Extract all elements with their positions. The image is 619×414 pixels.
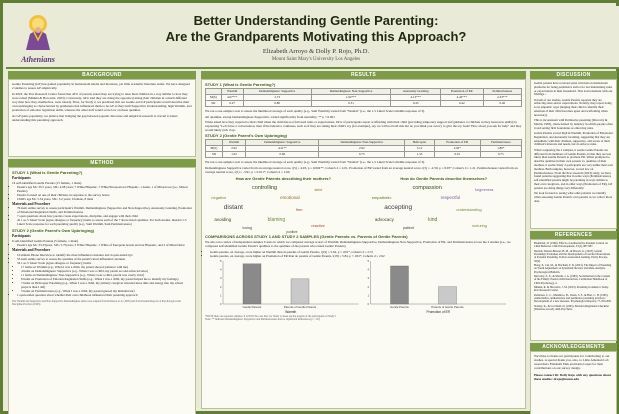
cloud-word: forgiveness — [475, 187, 494, 192]
table-cell: 2.92 — [222, 146, 245, 152]
x-tick-label: Gentle Parents — [390, 304, 409, 309]
header-divider — [6, 67, 619, 69]
authors: Elizabeth Arroyo & Dolly P. Rojo, Ph.D. — [262, 48, 370, 55]
study2-participant-list — [12, 243, 192, 247]
references-list — [534, 242, 613, 312]
results-text: We ran a one-sample t-test to assess the likelihood average of each quality (e.g., Sum Warmth) varied from "Neutral" (i.e., the 1.5 Likert Scale's middle response of 3). — [205, 109, 425, 114]
comparison-chart-svg — [205, 258, 522, 314]
bar — [439, 286, 457, 303]
table-cell: 4.42*** — [441, 95, 484, 101]
study2-materials-label: Materials and Procedure — [12, 248, 51, 253]
reference-item: Hong, P., Cui, M., & Fincham, F. D. (2023). The Impact of Parenting on Youth Adjustment: A Systematic Review and Meta-Analysis. Psychological Bulletin. — [534, 264, 612, 274]
comparison-chart — [205, 258, 522, 315]
category-label: Promotion of ER — [426, 309, 450, 314]
y-tick-label: 0 — [219, 301, 222, 306]
study2-materials-list — [12, 253, 192, 297]
title-line-1: Better Understanding Gentle Parenting: — [193, 13, 439, 28]
cloud1-title: How are Gentle Parents describing their mothers? — [235, 175, 331, 181]
cloud-word: reactive — [311, 223, 325, 228]
background-paragraph: As GP gains popularity, we believe that bridging the gap between popular discourse and empirical research is crucial to better understanding this parenting approach. — [12, 113, 178, 122]
table-header: Demandingness: Supportive — [243, 89, 311, 95]
contact-text: Please contact Dr. Dolly Rojo with any questions about these studies: drojo@msmu.edu — [534, 373, 611, 382]
study2-title: STUDY 2 (Gentle Parent's Own Upbringing) — [12, 228, 94, 234]
table-cell: 1.02 — [222, 152, 245, 158]
table-cell: 2.73 — [243, 95, 311, 101]
reference-item: Baumrind, D. (1966). Effects of Authoritative Parental Control on Child Behavior. Child Development, 37(4), 887-907. — [534, 242, 608, 249]
comparison-text: We also ran a series of independent samples T-tests in which we compared average scores of Warmth, Demandingness-Supportive, Demandingness Non-Supportive, Promotion of ER, and Permissiveness across the 2 studies (i.e., we compared self-identified Gentle Parent's qualities to the qualities of the parents who raised Gentle Parents). — [205, 240, 511, 249]
list-item: • Parent's age M= 33.33years, SD= 5.75years; 3 White Hispanic, 1 White of European decent and not Hispanic, and 2 of Mixed Race — [17, 243, 192, 247]
cloud-word: respectful — [440, 194, 461, 200]
table-cell: 0.45 — [391, 101, 441, 107]
background-section — [8, 79, 196, 157]
logo — [10, 10, 66, 64]
table-cell: 2.02* — [434, 146, 480, 152]
cloud-word: advocacy — [374, 216, 394, 222]
list-item: • 7 items on Helicopter Parenting (e.g., When I was a child, my primary caregiver invested more time and energy into my school projects than I did) — [21, 281, 192, 289]
cloud-word: loving — [242, 225, 252, 230]
table-cell: 1.80* — [480, 146, 521, 152]
cloud-word: punitive — [286, 229, 298, 234]
y-tick-label: 5 — [367, 258, 369, 263]
table-cell: 3.12 — [405, 146, 435, 152]
table-header: Permissiveness — [483, 89, 521, 95]
study1-participants-label: Participants — [12, 176, 31, 181]
table-cell: M(S) — [206, 95, 222, 101]
results-table-1 — [205, 88, 522, 107]
study1-materials-label: Materials and Procedure — [12, 201, 51, 206]
y-tick-label: 2 — [367, 284, 369, 289]
results-text: Demandingness Supportive varied from an average neutral score, t(5) = 4.93, p = 0.004**, Cohen's d = 2.01. Promotion of ER varied from an average neutral score, t(5) = -2.59, p = 0.05*, Cohen's d = 1.21. Permissiveness varied from an average neutral score, t(5) = -3.91, p = 0.011*, Cohen's d = 1.60. — [205, 165, 518, 174]
x-tick-label: Parents of Gentle Parents — [431, 304, 464, 309]
category-label: Warmth — [285, 309, 297, 314]
table-row — [206, 101, 522, 107]
cloud-word: distant — [223, 203, 243, 211]
table-cell: 0.75 — [480, 152, 521, 158]
discussion-paragraph: Gentle parents have received some criticism on mainstream platforms for being permissive and/or for not maintaining rules or expectations in their household. This is inconsistent with our findings... — [534, 81, 613, 97]
cloud-word: firm — [295, 206, 303, 212]
discussion-paragraph: We look forward to seeing what other patterns we identify when assessing Gentle Parent's own parents as we collect more data. — [534, 191, 613, 203]
study1-participants-text: 16 self-identified Gentle Parents (15 female, 1 male) — [12, 180, 82, 185]
references-heading: REFERENCES — [530, 231, 617, 239]
list-item: • Child's age M= 5.54 years, SD= 3.2 years; 9 female, 8 male — [17, 197, 192, 201]
word-cloud-mothers — [205, 176, 362, 232]
table-cell: 0.27 — [221, 101, 243, 107]
table-header: Demandingness: Non-Supportive — [319, 140, 405, 146]
list-item: • Parents focused on one of their children, in response to the survey below — [17, 193, 192, 197]
cloud-word: understanding — [456, 206, 482, 212]
table-cell: 0.31 — [311, 101, 391, 107]
acknowledgements-section — [530, 351, 617, 414]
table-header: Warmth — [222, 140, 245, 146]
list-item: • 34 1-to-5 Likert Scale (agree-disagree or frequency) items — [17, 261, 192, 265]
discussion-paragraph: This is inconsistent with Permissive parenting (Maccoby & Martin, 1983), characterized by leniency in which parents often avoid setting firm boundaries or enforcing rules. — [534, 118, 613, 130]
acknowledgements-heading: ACKNOWLEDGEMENTS — [530, 343, 617, 351]
method-footnote: The Warmth and Supportive and Non-Supportive Demandingness items were adapted from Robinson et al. (1995) and from Parental Reports of Psychological and Discipline Practices (1995). — [12, 299, 181, 306]
table-row — [206, 152, 522, 158]
table-cell: 2.92 — [319, 146, 405, 152]
tukey-note: Note: ** indicates Demandingness: Supportive and Permissiveness had no significant differences (p > .05) — [205, 318, 320, 322]
cloud-word: negative — [211, 194, 227, 200]
background-paragraph: In 2023, the Pew Research Center found that 43% of parents stated they are trying to raise their children in a way similar to how they were raised (Minkin & Horowitz, 2023). Conversely, 44% said they are doing the opposite (raising their children in a much different way than how they, themselves, were raised). Thus, for Study 2, we predicted that our Gentle and GP participants would describe their own upbringing as characterized by gentleness that influenced them to be GP as they built Supportive Understanding, high Warmth, and promotion of emotion regulation skills, whereas the other half would score low on these qualities. — [12, 91, 192, 113]
word-cloud-self — [366, 176, 523, 232]
table-cell: 0.75 — [319, 152, 405, 158]
right-column — [530, 71, 617, 414]
table-cell: 4.67*** — [221, 95, 243, 101]
discussion-paragraph: When comparing the 2 samples, it seems Gentle Parents are different from members of Gentle Parents, in that they are less likely than Gentle Parents to promote ER. When prompted to describe qualities in their own parents vs. qualities of their mothers, it seems Study 2 participants are very unlike their own mothers. Both samples, however, scored low on Permissiveness. From the Pew research (2023) study, we have found patterns suggesting that in some ways (Permissiveness), self-identified parents might be parenting in ways similar to their own caregivers, and in other ways (Promotion of ER), GP parents are doing things very differently. — [534, 147, 613, 190]
references-section — [530, 239, 617, 341]
y-tick-label: 1 — [219, 293, 222, 298]
logo-text: Athenians — [21, 55, 55, 64]
list-item: • 17 items on Warmth (e.g., When I was a child, my parent showed patience with me) — [21, 265, 192, 269]
results-study2-title: STUDY 2 (Gentle Parent's Own Upbringing) — [205, 133, 287, 139]
table-header: Promotion of ER — [441, 89, 484, 95]
x-tick-label: Parents of Gentle Parents — [283, 304, 317, 309]
cloud-word: empathetic — [371, 194, 392, 200]
study1-materials-list — [12, 206, 192, 226]
list-item: • Gentle parents, on average, score higher on Warmth than do parents of Gentle Parents, t(19) = 5.64, p < .001*, Cohen's d = 2.72 — [210, 250, 522, 254]
list-item: • Parent's age M= 35.5 years, SD= 4.08 years; 7 White/Hispanic, 7 White/European not Hispanic, 1 Asian, 1 of Mixed race (i.e., Mixed Parents) — [17, 185, 192, 193]
table-cell: SD — [206, 101, 222, 107]
results-section — [201, 79, 526, 409]
bar — [291, 279, 309, 304]
comparison-title: COMPARISONS ACROSS STUDY 1 AND STUDY 2 SAMPLES (Gentle Parents vs. Parents of Gentle Parents) — [205, 233, 408, 239]
table-cell: 0.91 — [434, 152, 480, 158]
discussion-paragraph: In both of our studies, Gentle Parents reported they are enforcing rules and/or expectations. Notably, they report doing so in empathic ways (helping their child to identify their emotions if their child becomes upset and scaffolding when necessary). — [534, 97, 612, 117]
results-table-2 — [205, 139, 522, 158]
left-column — [8, 71, 196, 414]
table-header: Permissiveness — [480, 140, 521, 146]
chart-note: *NOTE there are separate samples. It is NOT the case that, for Study 2, these are the parents of the participants of Study 1 — [205, 314, 337, 318]
results-text: We ran a one-sample t-test to assess the likelihood average of each quality (e.g., Sum Warmth) varied from "Neutral" (i.e., the 1.5 Likert Scale's middle response of 3). — [205, 160, 425, 165]
reference-item: Stanley, K., & Cecchetti, D. (1995). Emotion Regulation Checklist [Database record]. APA PsycTests. — [534, 304, 609, 312]
y-tick-label: 1 — [367, 293, 369, 298]
cloud-word: controlling — [251, 184, 278, 191]
y-tick-label: 4 — [367, 267, 369, 272]
y-tick-label: 4 — [219, 267, 222, 272]
athena-logo-icon — [10, 10, 66, 56]
list-item: • Gentle parents, on average, score higher on Promotion of ER than do parents of Gentle Parents, t(18) = 5.84, p < .001*, Cohen's d = 2.92 — [210, 254, 522, 258]
list-item: • 8 items on Promotion of Emotion Regulation Skills (e.g., When I was a child, my parent helped me to identify my feelings) — [21, 277, 192, 281]
cloud-word: kind — [428, 216, 438, 223]
reference-item: Maccoby, E. E., & Martin, J. A. (1983). Socialization in the Context of the Family: Parent-Child Interaction. Carmichael Handbook of Child Psychology, 4. — [534, 275, 611, 285]
bar — [243, 264, 261, 304]
affiliation: Mount Saint Mary's University Los Angeles — [271, 57, 361, 62]
background-heading: BACKGROUND — [8, 71, 196, 79]
cloud-word: blaming — [267, 216, 286, 223]
study2-participants-text: 6 self-identified Gentle Parents (5 female, 1 male) — [12, 239, 79, 244]
y-tick-label: 3 — [367, 275, 369, 280]
poster-title — [76, 13, 556, 45]
table-cell: 1.33 — [405, 152, 435, 158]
y-tick-label: 2 — [219, 284, 222, 289]
list-item: • 4 items on Demandingness: Supportive (e.g., When I was a child, my parent set and enforced rules) — [21, 269, 192, 273]
list-item: • 10-minute Phone Interview to identify the most influential caretaker and 4 open-ended Q/s — [17, 253, 192, 257]
cloud-word: strict — [314, 187, 323, 192]
discussion-heading: DISCUSSION — [530, 71, 617, 79]
cloud-word: nurturing — [471, 223, 487, 228]
list-item: • 1 open-ended question about whether their own childhood influenced their parenting approach — [17, 293, 192, 297]
cloud-word: compassion — [412, 184, 442, 191]
table-cell: 2.33*** — [483, 95, 521, 101]
method-section — [8, 167, 196, 414]
study1-participant-list — [12, 185, 192, 201]
cloud-word: accepting — [384, 203, 413, 211]
list-item: • 76-item online survey to assess participant's Warmth, Demandingness (Supportive and Non-Supportive), Autonomy Granting, Promotion of Emotional Regulation Skills, and Permissiveness — [17, 206, 192, 214]
x-tick-label: Gentle Parents — [242, 304, 262, 309]
cloud2-canvas — [366, 182, 523, 232]
table-cell: 0.42 — [441, 101, 484, 107]
results-text: When asked how they respond to their child when the child has not followed rules or expectations, 92% of participants report scaffolding with their child (providing temporary support and guidance to children as they learn new skills) by expressing "Let's have a conversation, then if the behavior continues, such as if they are taking their child's toy (for example), say we will not hold this but do you think you can try to give the toy back? How about you ask for help" and they would likely pick it up. — [205, 120, 522, 133]
results-text: All qualities, except Demandingness-Supportive, varied significantly from neutrality, ** p < 0.001 — [205, 114, 335, 119]
table-cell: 4.21** — [246, 146, 319, 152]
reference-item: Darnell, Warner-Burson, H. M., & Brown, G. (2023). Gentle Parenting's Evolution and the Development of Certain Observations of Parental Parenting. In Post-Generation Gaming, Parity Process, 32(2). — [534, 249, 611, 263]
header — [6, 6, 619, 68]
table-cell: M(S) — [206, 146, 223, 152]
middle-column — [201, 71, 526, 409]
list-item: • 7 open questions about how parents create expectations, discipline, and engage with their child — [17, 214, 192, 218]
list-item: • 5 items on Permissiveness (e.g., When I was a child, my parent ignored my misbehavior) — [21, 289, 192, 293]
bar — [391, 266, 409, 304]
table-header: Demandingness: Supportive — [246, 140, 319, 146]
study2-participants-label: Participants — [12, 234, 31, 239]
table-cell: 4.13*** — [391, 95, 441, 101]
results-study1-title: STUDY 1 (What is Gentle Parenting?) — [205, 82, 276, 87]
discussion-paragraph: Gentle Parents scored high in Warmth, Promotion of Emotional Regulation, and Autonomy Granting, suggesting that they are empathetic with their children, supportive, and aware of their children's interests and needs, but do enforce rules. — [534, 131, 613, 147]
table-header: Autonomy Granting — [391, 89, 441, 95]
cloud-word: patient — [403, 225, 414, 230]
list-item: • 11 items on Demandingness: Non-Supportive (e.g., When I was a child, parent was overly strict) — [21, 273, 192, 277]
list-item: • 42 1-to-5 Likert Scale (agree-disagree or frequency) items to assess each of the 7 above listed qualities. For both studies, internal 1-5 Likert Scale response for each parenting quality (e.g., Sum Warmth, Sum Permissiveness) — [17, 218, 192, 226]
table-cell: 0.80 — [243, 101, 311, 107]
cloud2-title: How do Gentle Parents describe themselves? — [400, 175, 488, 181]
title-line-2: Are the Grandparents Motivating this Approach? — [165, 29, 467, 44]
list-item: • 55-item online survey to assess the qualities of the parent's most influential caretaker — [17, 257, 192, 261]
y-tick-label: 5 — [219, 258, 222, 263]
cloud-word: emotional — [280, 194, 300, 200]
cloud-word: avoiding — [214, 216, 232, 222]
method-heading: METHOD — [8, 159, 196, 167]
background-paragraph: Gentle Parenting (GP) has gained popularity in mainstream media and literature, yet little academic literature exists. We have designed 2 studies to assess GP empirically. — [12, 82, 190, 91]
reference-item: Minkin, R. & Horowitz, J. M. (2023). Parenting in America Today. Pew Research Center. — [534, 286, 609, 293]
table-header: Warmth — [221, 89, 243, 95]
y-tick-label: 0 — [367, 301, 369, 306]
results-heading: RESULTS — [201, 71, 526, 79]
table-cell: 0.60 — [246, 152, 319, 158]
table-cell: 1.92*** — [311, 95, 391, 101]
acknowledgements-text: We'd like to thank our participants for contributing to our studies. A special thank you, also, to Little Athenian Lab researchers Elizabeth Pink and Katia Lopez for their contributions on our survey design. — [534, 354, 610, 371]
word-clouds — [205, 176, 522, 232]
table-cell: 0.46 — [483, 101, 521, 107]
reference-item: Robinson, C. C., Mandleco, B., Olsen, S. F., & Hart, C. H. (1995). Authoritative, authoritarian, and permissive parenting practices: Development of a new measure. Psychological Reports, 77, 819-830. — [534, 293, 612, 304]
table-header: Promotion of ER — [434, 140, 480, 146]
table-header: Helicopter — [405, 140, 435, 146]
comparison-list — [205, 250, 522, 258]
discussion-section — [530, 79, 617, 229]
table-cell: SD — [206, 152, 223, 158]
table-header: Demandingness: Non-Supportive — [311, 89, 391, 95]
cloud1-canvas — [205, 182, 362, 232]
y-tick-label: 3 — [219, 275, 222, 280]
study1-title: STUDY 1 (What is Gentle Parenting?) — [12, 170, 83, 175]
